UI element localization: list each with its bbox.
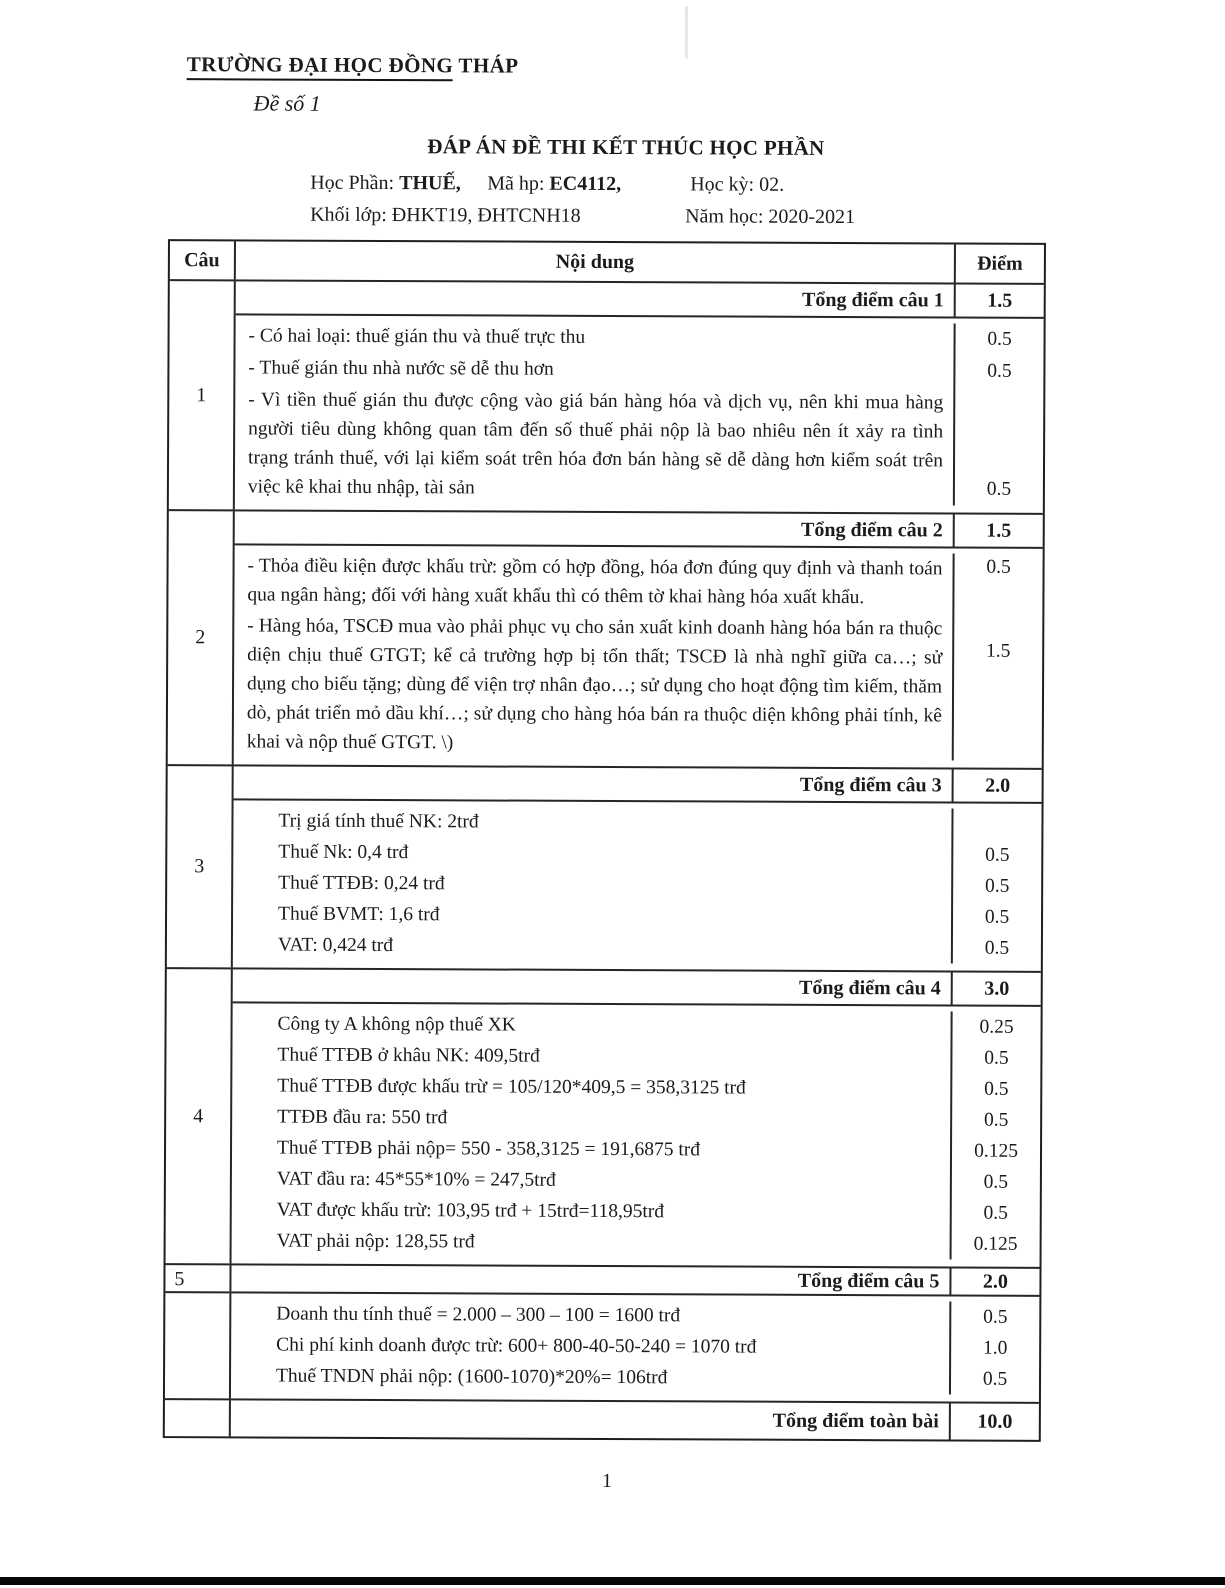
answer-item [231,1329,1039,1364]
answer-item-text: VAT phải nộp: 128,55 trđ [276,1230,475,1252]
school-name-underlined: TRƯỜNG ĐẠI HỌC ĐỒNG [187,52,454,81]
question-total-label: Tổng điểm câu 3 [799,773,942,796]
course-value: THUẾ, [399,172,461,195]
answer-item-points: 1.5 [952,613,1043,760]
answer-item [235,384,1044,506]
school-name-rest: THÁP [453,53,519,78]
answer-item [232,1132,1040,1167]
answer-key-table [163,239,1046,1442]
answer-item-points: 0.5 [950,1073,1040,1104]
answer-item-text: VAT được khấu trừ: 103,95 trđ + 15trđ=118,95trđ [276,1199,665,1222]
answer-item-points: 0.5 [950,1042,1040,1073]
question-content [231,1293,1039,1402]
grand-total-label: Tổng điểm toàn bài [772,1409,939,1432]
question-row [166,969,1041,1269]
page-number: 1 [602,1469,613,1493]
question-content [232,969,1041,1267]
answer-item-points: 0.5 [949,1363,1039,1394]
school-name [187,52,519,78]
answer-item-text: - Vì tiền thuế gián thu được cộng vào giá bán hàng hóa và dịch vụ, nên khi mua hàng người tiêu dùng không quan tâm đến số thuế phải nộp là bao nhiêu nên ít xảy ra tình trạng tránh thuế, với lại kiểm soát trên hóa đơn bán hàng sẽ dễ dàng hơn kiểm soát trên việc kê khai thu nhập, tài sản [247,389,944,499]
answer-item [235,352,1043,388]
answer-item-text: Doanh thu tính thuế = 2.000 – 300 – 100 = 1600 trđ [276,1303,681,1326]
answer-item [233,1008,1041,1043]
question-number: 4 [166,969,233,1263]
answer-item-list [235,315,1044,513]
table-header-row [170,241,1044,285]
answer-item-points: 0.5 [951,932,1041,963]
answer-item-points: 1.0 [949,1332,1039,1363]
answer-item-points: 0.25 [951,1011,1041,1042]
question-row [167,766,1042,973]
answer-item [232,1163,1040,1198]
answer-item [232,1225,1040,1260]
answer-item [233,929,1041,964]
column-header-noi-dung: Nội dung [555,250,635,273]
answer-item [232,1101,1040,1136]
semester-field: Học kỳ: 02. [690,173,785,196]
answer-item [233,805,1041,840]
answer-item-points [951,808,1041,839]
question-total-label: Tổng điểm câu 5 [797,1269,940,1292]
question-total-points: 1.5 [953,514,1043,546]
code-label: Mã hp: [487,172,545,195]
question-total-label: Tổng điểm câu 2 [801,518,943,541]
scan-edge-bar [0,1577,1225,1585]
question-total-row [165,1265,1039,1297]
question-number: 5 [165,1265,231,1291]
answer-item-list [234,545,1043,768]
answer-item-list [232,1003,1041,1267]
year-field: Năm học: 2020-2021 [685,205,856,229]
question-total-row [233,969,1041,1007]
answer-item-text: - Có hai loại: thuế gián thu và thuế trực thu [248,325,586,348]
answer-item-points: 0.5 [951,901,1041,932]
answer-item-text: TTĐB đầu ra: 550 trđ [277,1106,448,1128]
column-header-diem: Điểm [954,245,1044,283]
table-body [165,281,1044,1404]
answer-item [234,550,1042,614]
question-total-points: 2.0 [952,769,1042,801]
answer-item-text: Thuế BVMT: 1,6 trđ [278,903,440,925]
class-info-line [0,202,1225,229]
answer-item-points: 0.5 [953,387,1044,505]
grand-total-cau-cell [165,1400,231,1436]
answer-item [233,836,1041,871]
question-content-row [165,1293,1039,1404]
answer-item-points: 0.5 [949,1301,1039,1332]
answer-item [232,1194,1040,1229]
answer-item-text: Chi phí kinh doanh được trừ: 600+ 800-40-50-240 = 1070 trđ [276,1334,757,1358]
answer-item-points: 0.5 [950,1104,1040,1135]
document-title: ĐÁP ÁN ĐỀ THI KẾT THÚC HỌC PHẦN [427,134,825,160]
answer-item [232,1070,1040,1105]
question-row [169,281,1044,515]
course-info-line [0,170,1225,196]
course-code-field [487,172,621,196]
question-total-row [236,281,1044,319]
answer-item-points: 0.5 [951,870,1041,901]
question-number-cell-empty [165,1293,231,1398]
answer-item [231,1298,1039,1333]
answer-item-text: VAT: 0,424 trđ [277,934,394,956]
answer-item-points: 0.5 [951,839,1041,870]
answer-item [236,320,1044,356]
question-total-row [235,511,1043,549]
answer-item [232,1039,1040,1074]
answer-item-text: Thuế TTĐB được khấu trừ = 105/120*409,5 = 358,3125 trđ [277,1075,746,1099]
answer-item [234,610,1043,761]
question-content [234,511,1043,768]
grand-total-points: 10.0 [949,1403,1039,1439]
question-total-points: 1.5 [954,285,1044,317]
question-total-points: 3.0 [951,972,1041,1004]
answer-item-points: 0.125 [950,1228,1040,1259]
question-number: 2 [168,511,235,764]
question-total-row [234,766,1042,804]
answer-item-points: 0.5 [950,1166,1040,1197]
question-row [168,511,1043,770]
course-label: Học Phần: [310,171,395,195]
question-total-label: Tổng điểm câu 1 [802,288,944,311]
exam-set-label: Đề số 1 [253,90,321,116]
answer-item-text: Thuế TTĐB ở khâu NK: 409,5trđ [277,1044,540,1067]
question-total-label: Tổng điểm câu 4 [799,976,941,999]
answer-item-text: Thuế TTĐB phải nộp= 550 - 358,3125 = 191,6875 trđ [276,1137,701,1160]
answer-item-points: 0.5 [952,553,1042,613]
question-number: 1 [169,281,236,509]
answer-item-list [231,1293,1039,1402]
class-field: Khối lớp: ĐHKT19, ĐHTCNH18 [310,203,581,227]
code-value: EC4112, [549,172,622,196]
answer-item-text: - Thuế gián thu nhà nước sẽ dễ thu hơn [248,357,554,380]
question-content [235,281,1044,513]
question-content [233,766,1042,971]
answer-item-text: - Thỏa điều kiện được khấu trừ: gồm có hợp đồng, hóa đơn đúng quy định và thanh toán qua ngân hàng; đối với hàng xuất khẩu thì có thêm tờ khai hàng hóa xuất khẩu. [247,555,943,609]
answer-item-text: Thuế TNDN phải nộp: (1600-1070)*20%= 106trđ [275,1365,668,1388]
answer-item-text: Công ty A không nộp thuế XK [277,1013,516,1036]
column-header-cau: Câu [170,241,236,279]
scan-artifact [685,6,688,58]
answer-item-points: 0.5 [953,355,1043,387]
course-field [310,172,461,196]
answer-item-points: 0.5 [950,1197,1040,1228]
answer-item-text: Thuế TTĐB: 0,24 trđ [278,872,445,894]
grand-total-row [165,1400,1039,1440]
answer-item-points: 0.5 [953,324,1043,356]
question-total-points: 2.0 [949,1268,1039,1294]
answer-item-text: - Hàng hóa, TSCĐ mua vào phải phục vụ cho sản xuất kinh doanh hàng hóa bán ra thuộc diện chịu thuế GTGT; kể cả trường hợp bị tổn thất; TSCĐ là nhà nghĩ giữa ca…; sử dụng cho biếu tặng; dùng để viện trợ nhân đạo…; sử dụng cho hoạt động tìm kiếm, thăm dò, phát triển mỏ dầu khí…; sử dụng cho hàng hóa bán ra thuộc diện không phải tính, kê khai và nộp thuế GTGT. \) [246,615,943,754]
answer-item-points: 0.125 [950,1135,1040,1166]
question-number: 3 [167,766,234,967]
answer-item-text: VAT đầu ra: 45*55*10% = 247,5trđ [276,1168,556,1191]
answer-item [233,898,1041,933]
answer-item [233,867,1041,902]
answer-item-text: Thuế Nk: 0,4 trđ [278,841,409,863]
answer-item-text: Trị giá tính thuế NK: 2trđ [278,810,479,832]
answer-item [231,1360,1039,1395]
answer-item-list [233,800,1042,971]
